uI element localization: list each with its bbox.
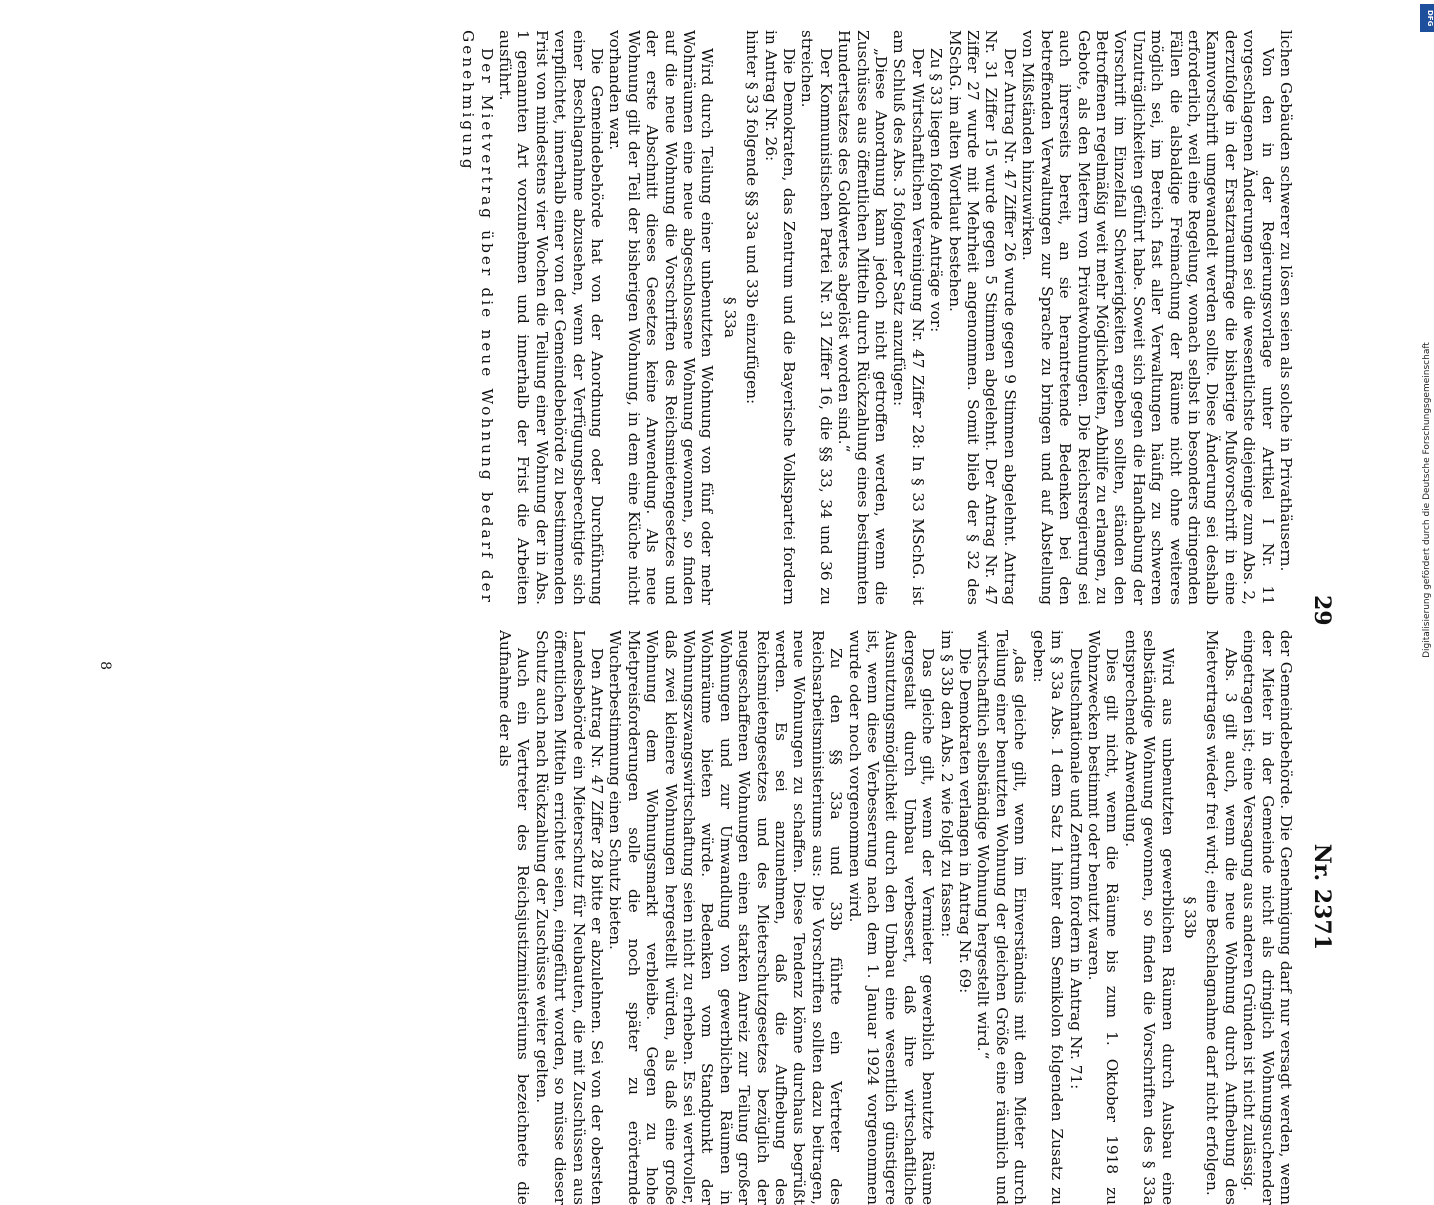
paragraph: Der Mietvertrag über die neue Wohnung bedarf der Genehmigung <box>459 30 496 605</box>
paragraph: Der Antrag Nr. 47 Ziffer 26 wurde gegen 9 Stimmen abgelehnt. Antrag Nr. 31 Ziffer 15 wurde gegen 5 Stimmen abgelehnt. Der Antrag Nr. 47 Ziffer 27 wurde mit Mehrheit angenommen. Somit blieb der § 32 des MSchG. im alten Wortlaut bestehen. <box>945 30 1019 605</box>
paragraph: Von den in der Regierungsvorlage unter Artikel I Nr. 11 vorgeschlagenen Änderungen sei die wesentlichste diejenige zum Abs. 2, derzufolge in der Ersatzraumfrage die bisherige Mußvorschrift in eine Kannvorschrift umgewandelt werden sollte. Diese Änderung sei deshalb erforderlich, weil eine Regelung, wonach selbst in besonders dringenden Fällen die alsbaldige Freimachung der Räume nicht ohne weiteres möglich sei, im Bereich fast aller Verwaltungen häufig zu schweren Unzuträglichkeiten geführt habe. Soweit sich gegen die Handhabung der Vorschrift im Einzelfall Schwierigkeiten ergeben sollten, ständen den Betroffenen regelmäßig weit mehr Möglichkeiten, Abhilfe zu erlangen, zu Gebote, als den Mietern von Privatwohnungen. Die Reichsregierung sei auch ihrerseits bereit, an sie herantretende Bedenken bei den betreffenden Verwaltungen zur Sprache zu bringen und auf Abstellung von Mißständen hinzuwirken. <box>1019 30 1277 605</box>
quote: Das gleiche gilt, wenn der Vermieter gewerblich benutzte Räume dergestalt durch Umbau verbessert, daß ihre wirtschaftliche Ausnutzungsmöglichkeit durch den Umbau eine wesentlich günstigere ist, wenn diese Verbesserung nach dem 1. Januar 1924 vorgenommen wurde oder noch vorgenommen wird. <box>845 630 938 1205</box>
section-heading: § 33b <box>1180 896 1199 939</box>
paragraph: Auch ein Vertreter des Reichsjustizministeriums bezeichnete die Aufnahme der als <box>495 630 533 1205</box>
quote: „Diese Anordnung kann jedoch nicht getroffen werden, wenn die Zuschüsse aus öffentlichen Mitteln durch Rückzahlung eines bestimmten Hundertsatzes des Goldwertes abgelöst worden sind.“ <box>835 30 891 605</box>
paragraph: Zu § 33 liegen folgende Anträge vor: <box>927 48 946 333</box>
paragraph: der Gemeindebehörde. Die Genehmigung darf nur versagt werden, wenn der Mieter in der Gemeinde nicht als dringlich Wohnungsuchender eingetragen ist; eine Versagung aus anderen Gründen ist nicht zulässig. <box>1240 630 1295 1205</box>
page-header <box>1297 30 1337 970</box>
left-column <box>115 30 1295 605</box>
paragraph: Die Demokraten verlangen in Antrag Nr. 69: <box>956 648 975 994</box>
paragraph: Abs. 3 gilt auch, wenn die neue Wohnung durch Aufhebung des Mietvertrages wieder frei wird; eine Beschlagnahme darf nicht erfolgen. <box>1203 630 1240 1205</box>
scanned-page <box>97 30 1337 1205</box>
paragraph: im § 33a Abs. 1 dem Satz 1 hinter dem Semikolon folgenden Zusatz zu geben: <box>1029 630 1067 1205</box>
paragraph: Den Antrag Nr. 47 Ziffer 28 bitte er abzulehnen. Sei von der obersten Landesbehörde ein Mieterschutz für Neubauten, die mit Zuschüssen aus öffentlichen Mitteln errichtet seien, eingeführt worden, so müsse dieser Schutz auch nach Rückzahlung der Zuschüsse weiter gelten. <box>532 630 606 1205</box>
section-heading: § 33a <box>720 296 739 339</box>
digitization-credit: Digitalisierung gefördert durch die Deutsche Forschungsgemeinschaft <box>1422 342 1432 658</box>
quote: „das gleiche gilt, wenn im Einverständnis mit dem Mieter durch Teilung einer benutzten Wohnung der gleichen Größe eine räumlich und wirtschaftlich selbständige Wohnung hergestellt wird.“ <box>974 630 1030 1205</box>
paragraph: Die Gemeindebehörde hat von der Anordnung oder Durchführung einer Beschlagnahme abzusehen, wenn der Verfügungsberechtigte sich verpflichtet, innerhalb einer von der Gemeindebehörde zu bestimmenden Frist von mindestens vier Wochen die Teilung einer Wohnung der in Abs. 1 genannten Art vorzunehmen und innerhalb der Frist die Arbeiten ausführt. <box>495 30 606 605</box>
paragraph: Zu den §§ 33a und 33b führte ein Vertreter des Reichsarbeitsministeriums aus: Die Vorschriften sollten dazu beitragen, neue Wohnungen zu schaffen. Diese Tendenz könne durchaus begrüßt werden. Es sei anzunehmen, daß die Aufhebung des Reichsmietengesetzes und des Mieterschutzgesetzes bezüglich der neugeschaffenen Wohnungen einen starken Anreiz zur Teilung großer Wohnungen und zur Umwandlung von gewerblichen Räumen in Wohnräume bieten würde. Bedenken vom Standpunkt der Wohnungszwangswirtschaftung seien nicht zu erheben. Es sei wertvoller, daß zwei kleinere Wohnungen hergestellt würden, als daß eine große Wohnung dem Wohnungsmarkt verbleibe. Gegen zu hohe Mietpreisforderungen solle die noch später zu erörternde Wucherbestimmung einen Schutz bieten. <box>606 630 846 1205</box>
paragraph: Der Kommunistischen Partei Nr. 31 Ziffer 16, die §§ 33, 34 und 36 zu streichen. <box>798 30 835 605</box>
dfg-logo: DFG <box>1420 4 1434 32</box>
paragraph: Wird durch Teilung einer unbenutzten Wohnung von fünf oder mehr Wohnräumen eine neue abgeschlossene Wohnung gewonnen, so finden auf die neue Wohnung die Vorschriften des Reichsmietengesetzes und der erste Abschnitt dieses Gesetzes keine Anwendung. Als neue Wohnung gilt der Teil der bisherigen Wohnung, in dem eine Küche nicht vorhanden war. <box>606 30 717 605</box>
paragraph: hinter § 33 folgende §§ 33a und 33b einzufügen: <box>743 30 762 405</box>
paragraph: im § 33b den Abs. 2 wie folgt zu fassen: <box>937 630 956 938</box>
paragraph: lichen Gebäuden schwerer zu lösen seien als solche in Privathäusern. <box>1277 30 1295 572</box>
paragraph: Dies gilt nicht, wenn die Räume bis zum 1. Oktober 1918 zu Wohnzwecken bestimmt oder benutzt waren. <box>1084 630 1122 1205</box>
paragraph: Die Demokraten, das Zentrum und die Bayerische Volkspartei fordern in Antrag Nr. 26: <box>761 30 799 605</box>
signature-mark: 8 <box>97 661 113 670</box>
paragraph: Wird aus unbenutzten gewerblichen Räumen durch Ausbau eine selbständige Wohnung gewonnen, so finden die Vorschriften des § 33a entsprechende Anwendung. <box>1121 630 1177 1205</box>
paragraph: Der Wirtschaftlichen Vereinigung Nr. 47 Ziffer 28: In § 33 MSchG. ist am Schluß des Abs. 3 folgender Satz anzufügen: <box>890 30 927 605</box>
page-number: 29 <box>1309 595 1335 626</box>
document-number: Nr. 2371 <box>1309 843 1335 950</box>
right-column <box>115 630 1295 1205</box>
digitization-sidebar <box>1420 0 1434 1000</box>
paragraph: Deutschnationale und Zentrum fordern in Antrag Nr. 71: <box>1066 648 1085 1090</box>
